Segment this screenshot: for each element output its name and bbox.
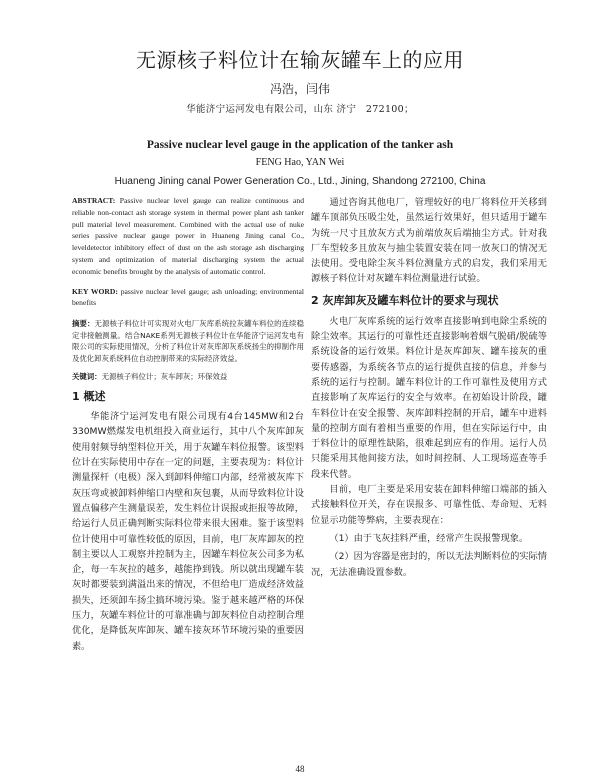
keywords-en: [72, 286, 304, 310]
authors-cn: 冯浩，闫伟: [269, 82, 330, 96]
section-1-paragraph: 华能济宁运河发电有限公司现有4台145MW和2台330MW燃煤发电机组投入商业运行，其中八个灰库卸灰使用射频导纳型料位开关，用于灰罐车料位报警。该型料位计在实际使用中存在一定的问题，主要表现为：料位计测量探杆（电极）深入到卸料伸缩口内部，经常被灰库下灰压弯或被卸料伸缩口内壁和灰包裹，从而导致料位计设置点偏移产生测量误差，发生料位计误报或拒报等故障，给运行人员正确判断实际料位带来很大困难。鉴于该型料位计使用中可靠性较低的原因，目前，电厂灰库卸灰的控制主要以人工观察并控制为主，因罐车料位灰公司多为私企，每一车灰拉的越多，越能挣到钱。所以就出现罐车装灰时都要装到满溢出来的情况，不但给电厂造成经济效益损失，还须卸车扬尘搞环境污染。鉴于越来越严格的环保压力，灰罐车料位计的可靠准确与卸灰料位自动控制合理优化，是降低灰库卸灰、罐车接灰环节环境污染的重要因素。: [72, 411, 304, 652]
keywords-cn: [72, 371, 304, 383]
right-column: [311, 195, 547, 580]
paper-title-en: Passive nuclear level gauge in the application of the tanker ash: [146, 139, 454, 151]
paper-title-cn: 无源核子料位计在输灰罐车上的应用: [136, 48, 464, 72]
abstract-en-label: ABSTRACT:: [72, 196, 116, 205]
section-2-item-2: （2）因为容器是密封的，所以无法判断料位的实际情况，无法准确设置参数。: [311, 551, 547, 578]
abstract-en: [72, 195, 304, 278]
abstract-cn: [72, 318, 304, 364]
section-2-paragraph-1: 火电厂灰库系统的运行效率直接影响到电除尘系统的除尘效率。其运行的可靠性还直接影响着烟气脱硝/脱硫等系统设备的运行效果。料位计是灰库卸灰、罐车接灰的重要传感器，为系统各节点的运行提供直接的信息，并参与系统的运行与控制。罐车料位计的工作可靠性及使用方式直接影响了灰库运行的安全与效率。在初始设计阶段，罐车料位计在安全报警、灰库卸料控制的开启，罐车中进料量的控制方面有着相当重要的作用，但在实际运行中，由于料位计的原理性缺陷，很难起到应有的作用。运行人员只能采用其他间接方法，如时间控制、人工现场巡查等手段来代替。: [311, 315, 547, 480]
right-intro-paragraph: 通过咨询其他电厂，管理较好的电厂将料位开关移到罐车顶部负压吸尘处，虽然运行效果好，但只适用于罐车为统一尺寸且放灰方式为前端放灰后端抽尘方式。针对我厂车型较多且放灰与抽尘装置安装在同一放灰口的情况无法使用。受电除尘灰斗料位测量方式的启发，我们采用无源核子料位计对灰罐车料位测量进行试验。: [311, 197, 547, 285]
keywords-cn-label: 关键词：: [72, 371, 102, 381]
keywords-en-label: KEY WORD:: [72, 286, 118, 296]
affiliation-en: Huaneng Jining canal Power Generation Co., Ltd., Jining, Shandong 272100, China: [114, 176, 486, 187]
abstract-cn-text: 无源核子料位计可实现对火电厂灰库系统拉灰罐车料位的连续稳定非接触测量。结合NAKE系列无源核子料位计在华能济宁运河发电有限公司的实际使用情况，分析了料位计对灰库卸灰系统扬尘的抑制作用及优化卸灰系统料位自动控制带来的实际经济效益。: [72, 319, 304, 363]
section-1-heading: 1 概述: [72, 390, 106, 404]
left-column: [72, 195, 304, 654]
abstract-cn-label: 摘要：: [72, 319, 95, 329]
section-2-heading: 2 灰库卸灰及罐车料位计的要求与现状: [311, 293, 499, 307]
section-2-item-1: （1）由于飞灰挂料严重，经常产生误报警现象。: [329, 532, 529, 544]
keywords-cn-text: 无源核子料位计；灰车卸灰；环保效益: [101, 371, 228, 381]
keywords-en-text: passive nuclear level gauge; ash unloading; environmental benefits: [72, 286, 304, 308]
affiliation-cn: 华能济宁运河发电有限公司，山东 济宁 272100；: [186, 104, 414, 115]
authors-en: FENG Hao, YAN Wei: [255, 157, 345, 168]
section-2-paragraph-2: 目前，电厂主要是采用安装在卸料伸缩口端部的插入式接触料位开关，存在误报多、可靠性低、寿命短、无料位显示功能等弊病，主要表现在：: [311, 484, 547, 526]
page-number: 48: [295, 764, 305, 774]
abstract-en-text: Passive nuclear level gauge can realize continuous and reliable non-contact ash storage system in thermal power plant ash tanker pull material level measurement. Combined with the actual use of nuke series passive nuclear gauge power in Huaneng Jining canal Co., leveldetector inhibitory effect of dust on the ash storage ash discharging system and optimization of material discharging system the actual economic benefits brought by the analysis of automatic control.: [72, 196, 304, 276]
